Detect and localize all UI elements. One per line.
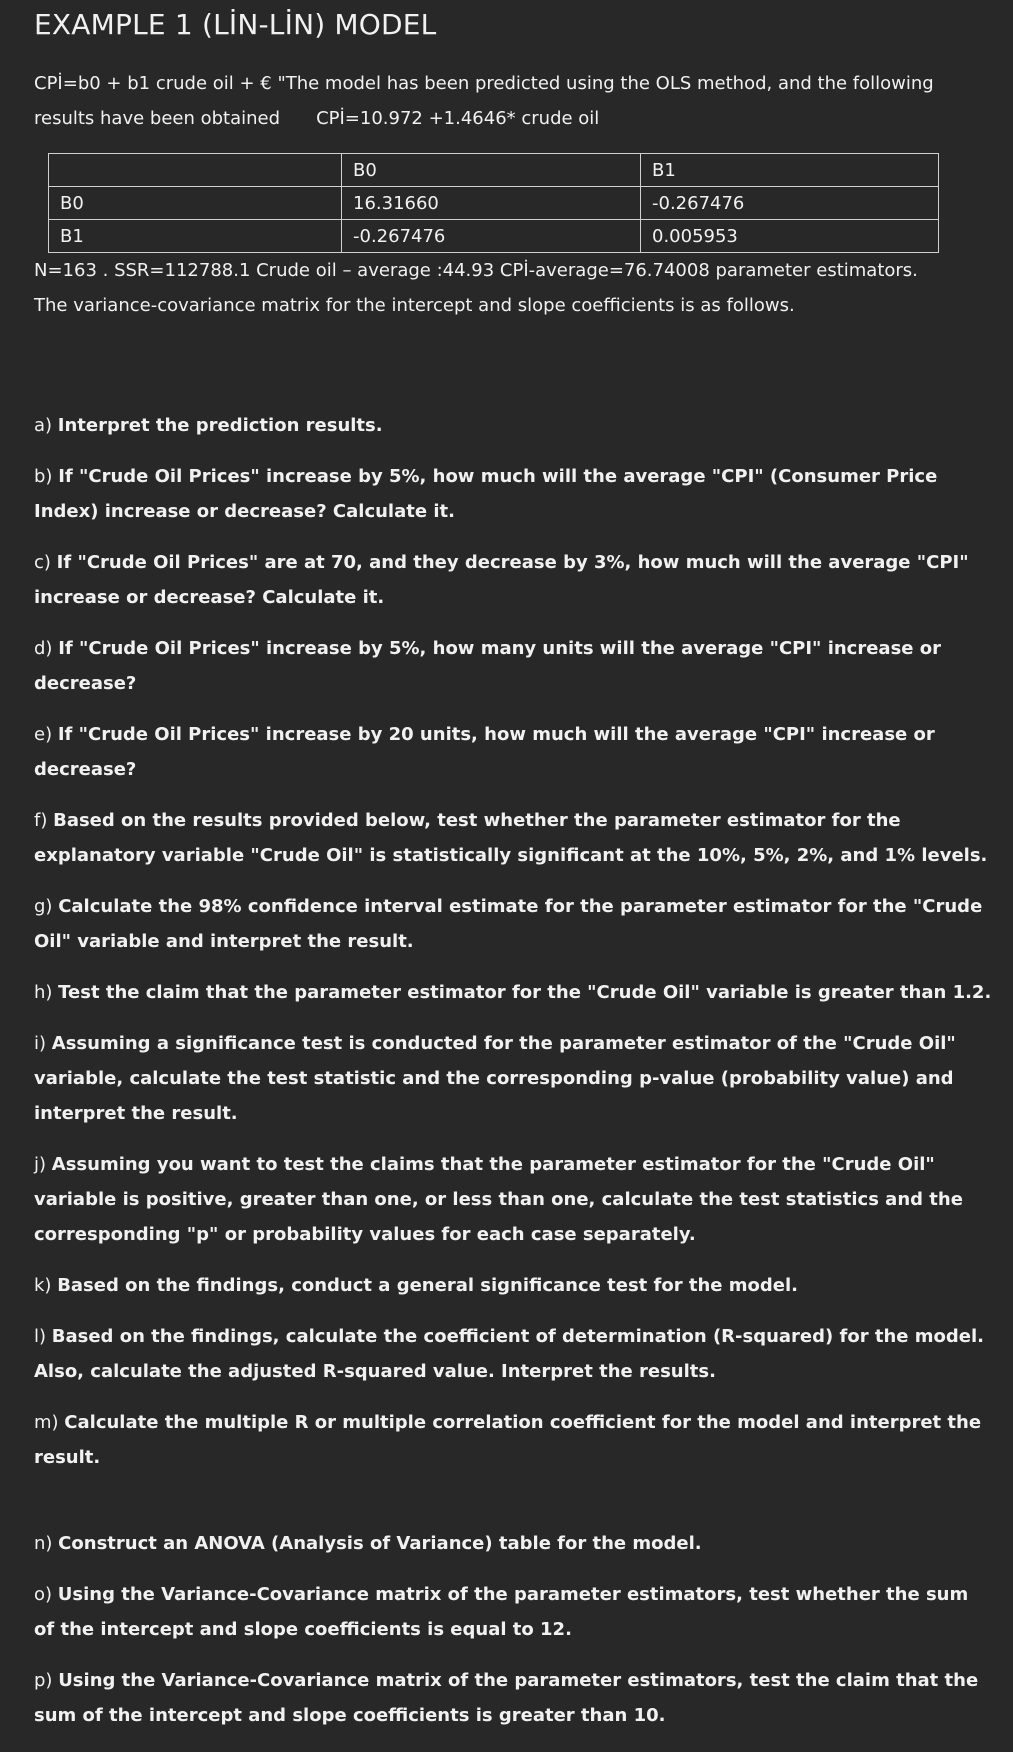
question-label: g) bbox=[34, 896, 53, 917]
question-label: k) bbox=[34, 1275, 52, 1296]
question-text: Based on the findings, calculate the coefficient of determination (R-squared) for the model. Also, calculate the adjusted R-squared value. Interpret the results. bbox=[34, 1326, 984, 1382]
question-g bbox=[34, 889, 994, 959]
table-cell: 0.005953 bbox=[641, 220, 939, 253]
model-stats bbox=[34, 253, 918, 323]
question-text: If "Crude Oil Prices" increase by 5%, how much will the average "CPI" (Consumer Price Index) increase or decrease? Calculate it. bbox=[34, 466, 938, 522]
question-label: l) bbox=[34, 1326, 47, 1347]
question-text: Interpret the prediction results. bbox=[57, 415, 383, 436]
intro-line-2 bbox=[34, 101, 994, 136]
question-text: If "Crude Oil Prices" are at 70, and they decrease by 3%, how much will the average "CPI" increase or decrease? Calculate it. bbox=[34, 552, 969, 608]
question-label: h) bbox=[34, 982, 53, 1003]
question-label: i) bbox=[34, 1033, 47, 1054]
question-l bbox=[34, 1319, 994, 1389]
question-text: Calculate the multiple R or multiple correlation coefficient for the model and interpret the result. bbox=[34, 1412, 982, 1468]
table-cell: 16.31660 bbox=[342, 187, 641, 220]
question-o bbox=[34, 1577, 994, 1647]
question-text: Using the Variance-Covariance matrix of the parameter estimators, test whether the sum of the intercept and slope coefficients is equal to 12. bbox=[34, 1584, 969, 1640]
question-i bbox=[34, 1026, 994, 1131]
question-f bbox=[34, 803, 994, 873]
question-label: o) bbox=[34, 1584, 53, 1605]
question-p bbox=[34, 1663, 994, 1733]
question-label: f) bbox=[34, 810, 48, 831]
question-label: d) bbox=[34, 638, 53, 659]
table-header-cell: B0 bbox=[342, 154, 641, 187]
variance-covariance-table bbox=[48, 153, 939, 253]
table-cell: B1 bbox=[49, 220, 342, 253]
question-text: Calculate the 98% confidence interval estimate for the parameter estimator for the "Crude Oil" variable and interpret the result. bbox=[34, 896, 983, 952]
question-text: Using the Variance-Covariance matrix of the parameter estimators, test the claim that the sum of the intercept and slope coefficients is greater than 10. bbox=[34, 1670, 979, 1726]
model-intro bbox=[34, 66, 994, 136]
table-cell: -0.267476 bbox=[342, 220, 641, 253]
question-label: a) bbox=[34, 415, 53, 436]
question-d bbox=[34, 631, 994, 701]
intro-results-text: results have been obtained bbox=[34, 108, 281, 129]
question-text: Based on the results provided below, test whether the parameter estimator for the explanatory variable "Crude Oil" is statistically significant at the 10%, 5%, 2%, and 1% levels. bbox=[34, 810, 988, 866]
table-cell: -0.267476 bbox=[641, 187, 939, 220]
question-label: n) bbox=[34, 1533, 53, 1554]
question-label: p) bbox=[34, 1670, 53, 1691]
table-header-row bbox=[49, 154, 939, 187]
question-b bbox=[34, 459, 994, 529]
question-h bbox=[34, 975, 994, 1010]
question-a bbox=[34, 408, 994, 443]
question-m bbox=[34, 1405, 994, 1475]
question-e bbox=[34, 717, 994, 787]
estimated-equation: CPİ=10.972 +1.4646* crude oil bbox=[316, 108, 600, 129]
intro-line-1: CPİ=b0 + b1 crude oil + € "The model has been predicted using the OLS method, and the following bbox=[34, 73, 934, 94]
question-text: Assuming a significance test is conducted for the parameter estimator of the "Crude Oil" variable, calculate the test statistic and the corresponding p-value (probability value) and interpret the result. bbox=[34, 1033, 956, 1124]
question-text: If "Crude Oil Prices" increase by 5%, how many units will the average "CPI" increase or decrease? bbox=[34, 638, 942, 694]
question-c bbox=[34, 545, 994, 615]
page-title: EXAMPLE 1 (LİN-LİN) MODEL bbox=[34, 8, 437, 41]
question-label: b) bbox=[34, 466, 53, 487]
table-row bbox=[49, 220, 939, 253]
question-text: Based on the findings, conduct a general significance test for the model. bbox=[57, 1275, 798, 1296]
question-label: j) bbox=[34, 1154, 47, 1175]
question-text: If "Crude Oil Prices" increase by 20 units, how much will the average "CPI" increase or decrease? bbox=[34, 724, 935, 780]
question-k bbox=[34, 1268, 994, 1303]
question-text: Construct an ANOVA (Analysis of Variance) table for the model. bbox=[58, 1533, 702, 1554]
stats-line-2: The variance-covariance matrix for the intercept and slope coefficients is as follows. bbox=[34, 295, 795, 316]
question-n bbox=[34, 1526, 994, 1561]
question-text: Test the claim that the parameter estimator for the "Crude Oil" variable is greater than 1.2. bbox=[58, 982, 992, 1003]
table-header-cell bbox=[49, 154, 342, 187]
question-j bbox=[34, 1147, 994, 1252]
stats-line-1: N=163 . SSR=112788.1 Crude oil – average :44.93 CPİ-average=76.74008 parameter estimators. bbox=[34, 260, 918, 281]
table-cell: B0 bbox=[49, 187, 342, 220]
question-label: e) bbox=[34, 724, 53, 745]
question-label: c) bbox=[34, 552, 51, 573]
table-header-cell: B1 bbox=[641, 154, 939, 187]
table-row bbox=[49, 187, 939, 220]
question-label: m) bbox=[34, 1412, 59, 1433]
question-text: Assuming you want to test the claims that the parameter estimator for the "Crude Oil" variable is positive, greater than one, or less than one, calculate the test statistics and the corresponding "p" or probability values for each case separately. bbox=[34, 1154, 963, 1245]
